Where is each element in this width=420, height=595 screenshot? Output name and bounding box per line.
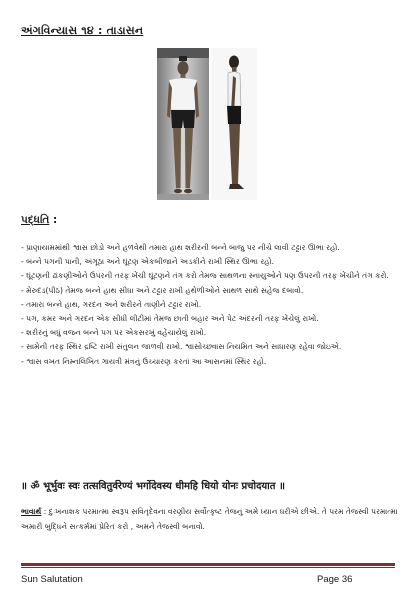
step-item: - સામેની તરફ સ્થિર દ્રષ્ટિ રાખી સંતુલન જાળવી રાખો. શ્વાસોચ્છ્વાસ નિયમિત અને સાધારણ રહેવા જોઇએ. (21, 342, 342, 352)
step-item: - બન્ને પગની પાની, અંગૂઠા અને ઘૂંટણ એકબીજાને અડકીને રાખી સ્થિર ઊભા રહો. (21, 257, 275, 267)
step-item: - પ્રાણાયામમાંથી શ્વાસ છોડો અને હળવેથી તમારા હાથ શરીરની બન્ને બાજુ પર નીચે લાવી ટટ્ટાર ઊભા રહો. (21, 243, 340, 252)
step-item: - ઘૂંટણની ઢાંકણીઓને ઉપરની તરફ ખેંચી ઘૂંટણને તંગ કરો તેમજ સાથળના સ્નાયુઓને પણ ઉપરની તરફ ખેંચીને તંગ કરો. (21, 271, 389, 281)
page-title: અંગવિન્યાસ ૧૪ : તાડાસન (21, 24, 144, 37)
step-item: - પગ, કમર અને ગરદન એક સીધી લીટીમાં તેમજ છાતી બહાર અને પેટ અંદરની તરફ ખેંચેલું રાખો. (21, 314, 319, 324)
step-item: - તમારા બન્ને હાથ, ગરદન અને શરીરને તાણીને ટટ્ટાર રાખો. (21, 299, 202, 309)
footer-page-number: Page 36 (317, 574, 353, 585)
method-label: પદ્ધતિ (21, 214, 50, 226)
step-item: - શરીરનું બધું વજન બન્ને પગ પર એકસરખું વહેંચાયેલું રાખો. (21, 328, 207, 338)
gayatri-mantra: ॥ ॐ भूर्भुवः स्वः तत्सवितुर्वरेण्यं भर्गोदेवस्य धीमहि धियो योनः प्रचोदयात ॥ (21, 481, 285, 492)
method-colon: : (49, 214, 58, 226)
tadasana-side-photo (211, 48, 257, 200)
footer-book-title: Sun Salutation (21, 574, 83, 585)
meaning-paragraph (21, 504, 403, 534)
footer-rule-thin (21, 567, 395, 568)
tadasana-front-photo (157, 48, 209, 200)
meaning-text: : દુઃખનાશક પરમાત્મા સ્વરૂપ સવિતૃદેવના વરણીય સર્વોત્કૃષ્ટ તેજનું અમે ધ્યાન ધરીએ છીએ. તે પરમ તેજસ્વી પરમાત્મા અમારી બુદ્ધિને સત્કર્મમાં પ્રેરિત કરો , અમને તેજસ્વી બનાવો. (21, 507, 398, 531)
method-heading (21, 214, 57, 227)
step-item: - શ્વાસ વખત નિમ્નલિખિત ગાયત્રી મંત્રનું ઉચ્ચારણ કરતાં આ આસનમાં સ્થિર રહો. (21, 356, 267, 366)
footer-rule (21, 563, 395, 566)
meaning-label: ભાવાર્થ (21, 507, 42, 516)
steps-list (21, 241, 401, 369)
step-item: - મેરુદંડ(પીઠ) તેમજ બન્ને હાથ સીધા અને ટટ્ટાર રાખી હથેળીઓને સાથળ સાથે સહેજ દબાવો. (21, 285, 304, 295)
